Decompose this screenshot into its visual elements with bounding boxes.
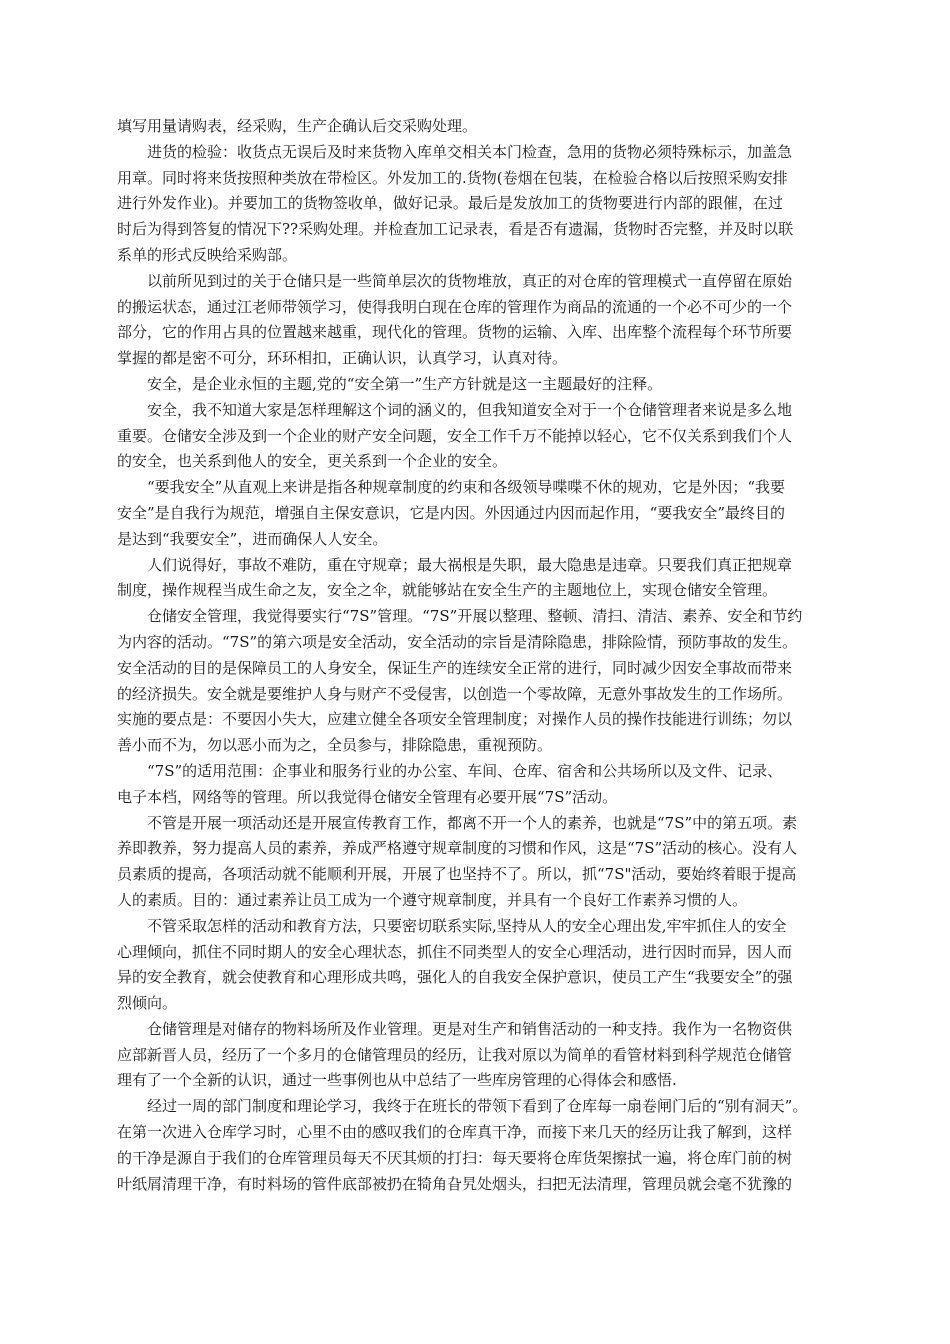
text-line: 电子本档，网络等的管理。所以我觉得仓储安全管理有必要开展“7S”活动。 bbox=[117, 787, 618, 806]
text-line: 的经济损失。安全就是要维护人身与财产不受侵害，以创造一个零故障，无意外事故发生的工作场所。 bbox=[117, 684, 793, 703]
text-line: 的干净是源自于我们的仓库管理员每天不厌其烦的打扫：每天要将仓库货架擦拭一遍，将仓库门前的树 bbox=[117, 1148, 793, 1167]
text-line: 仓储安全管理，我觉得要实行“7S”管理。“7S”开展以整理、整顿、清扫、清洁、素养、安全和节约 bbox=[147, 607, 803, 626]
text-line: 员素质的提高，各项活动就不能顺利开展，开展了也坚持不了。所以，抓“7S"活动，要始终着眼于提高 bbox=[117, 865, 797, 884]
text-line: 为内容的活动。“7S”的第六项是安全活动，安全活动的宗旨是清除隐患，排除险情，预防事故的发生。 bbox=[117, 632, 798, 651]
text-line: 不管采取怎样的活动和教育方法，只要密切联系实际,坚持从人的安全心理出发,牢牢抓住人的安全 bbox=[147, 916, 787, 935]
text-line: 心理倾向，抓住不同时期人的安全心理状态，抓住不同类型人的安全心理活动，进行因时而异，因人而 bbox=[117, 942, 793, 961]
text-line: 系单的形式反映给采购部。 bbox=[117, 245, 298, 264]
text-line: “要我安全”从直观上来讲是指各种规章制度的约束和各级领导喋喋不休的规劝，它是外因；“我要 bbox=[147, 478, 786, 497]
text-line: 进行外发作业)。并要加工的货物签收单，做好记录。最后是发放加工的货物要进行内部的跟催，在过 bbox=[117, 194, 783, 213]
text-line: 填写用量请购表，经采购，生产企确认后交采购处理。 bbox=[117, 117, 478, 135]
text-line: 重要。仓储安全涉及到一个企业的财产安全问题，安全工作千万不能掉以轻心，它不仅关系到我们个人 bbox=[117, 426, 793, 445]
text-line: 养即教养，努力提高人员的素养，养成严格遵守规章制度的习惯和作风，这是“7S”活动的核心。没有人 bbox=[117, 839, 798, 858]
text-line: 理有了一个全新的认识，通过一些事例也从中总结了一些库房管理的心得体会和感悟. bbox=[117, 1071, 677, 1090]
text-line: 应部新晋人员，经历了一个多月的仓储管理员的经历，让我对原以为简单的看管材料到科学规范仓储管 bbox=[117, 1045, 793, 1064]
text-line: 的安全，也关系到他人的安全，更关系到一个企业的安全。 bbox=[117, 452, 508, 471]
text-line: 安全，我不知道大家是怎样理解这个词的涵义的，但我知道安全对于一个仓储管理者来说是多么地 bbox=[147, 400, 793, 419]
text-line: 人的素质。目的：通过素养让员工成为一个遵守规章制度，并具有一个良好工作素养习惯的人。 bbox=[117, 890, 748, 909]
text-line: 部分，它的作用占具的位置越来越重，现代化的管理。货物的运输、入库、出库整个流程每个环节所要 bbox=[117, 323, 793, 342]
text-line: 以前所见到过的关于仓储只是一些简单层次的货物堆放，真正的对仓库的管理模式一直停留在原始 bbox=[147, 271, 793, 290]
text-line: 在第一次进入仓库学习时，心里不由的感叹我们的仓库真干净，而接下来几天的经历让我了解到，这样 bbox=[117, 1123, 793, 1142]
text-line: 烈倾向。 bbox=[117, 994, 178, 1013]
text-line: 的搬运状态，通过江老师带领学习，使得我明白现在仓库的管理作为商品的流通的一个必不可少的一个 bbox=[117, 297, 793, 316]
text-line: 善小而不为，勿以恶小而为之，全员参与，排除隐患，重视预防。 bbox=[117, 736, 553, 755]
text-line: 异的安全教育，就会使教育和心理形成共鸣，强化人的自我安全保护意识，使员工产生“我要安全”的强 bbox=[117, 968, 793, 987]
text-line: 掌握的都是密不可分，环环相扣，正确认识，认真学习，认真对待。 bbox=[117, 349, 568, 368]
text-line: 安全”是自我行为规范，增强自主保安意识，它是内因。外因通过内因而起作用，“要我安全”最终目的 bbox=[117, 503, 786, 522]
text-line: 安全活动的目的是保障员工的人身安全，保证生产的连续安全正常的进行，同时减少因安全事故而带来 bbox=[117, 658, 793, 677]
text-line: 时后为得到答复的情况下??采购处理。并检查加工记录表，看是否有遗漏，货物时否完整，并及时以联 bbox=[117, 220, 794, 239]
text-line: 仓储管理是对储存的物料场所及作业管理。更是对生产和销售活动的一种支持。我作为一名物资供 bbox=[147, 1019, 793, 1038]
text-line: 实施的要点是：不要因小失大，应建立健全各项安全管理制度；对操作人员的操作技能进行训练；勿以 bbox=[117, 710, 793, 729]
document-body bbox=[117, 114, 877, 1197]
text-line: 是达到“我要安全”，进而确保人人安全。 bbox=[117, 529, 388, 548]
text-line: “7S”的适用范围：企事业和服务行业的办公室、车间、仓库、宿舍和公共场所以及文件、记录、 bbox=[147, 761, 783, 780]
text-line: 制度，操作规程当成生命之友，安全之伞，就能够站在安全生产的主题地位上，实现仓储安全管理。 bbox=[117, 581, 778, 600]
text-line: 用章。同时将来货按照种类放在带检区。外发加工的.货物(卷烟在包装，在检验合格以后按照采购安排 bbox=[117, 168, 788, 187]
text-line: 安全，是企业永恒的主题,党的“安全第一”生产方针就是这一主题最好的注释。 bbox=[147, 374, 663, 393]
text-line: 进货的检验：收货点无误后及时来货物入库单交相关本门检查，急用的货物必须特殊标示，加盖急 bbox=[147, 142, 793, 161]
text-line: 人们说得好，事故不难防，重在守规章；最大祸根是失职，最大隐患是违章。只要我们真正把规章 bbox=[147, 555, 793, 574]
text-line: 不管是开展一项活动还是开展宣传教育工作，都离不开一个人的素养，也就是“7S”中的第五项。素 bbox=[147, 813, 798, 832]
text-line: 叶纸屑清理干净，有时料场的管件底部被扔在犄角旮旯处烟头，扫把无法清理，管理员就会毫不犹豫的 bbox=[117, 1174, 793, 1193]
text-line: 经过一周的部门制度和理论学习，我终于在班长的带领下看到了仓库每一扇卷闸门后的“别有洞天”。 bbox=[147, 1097, 808, 1116]
